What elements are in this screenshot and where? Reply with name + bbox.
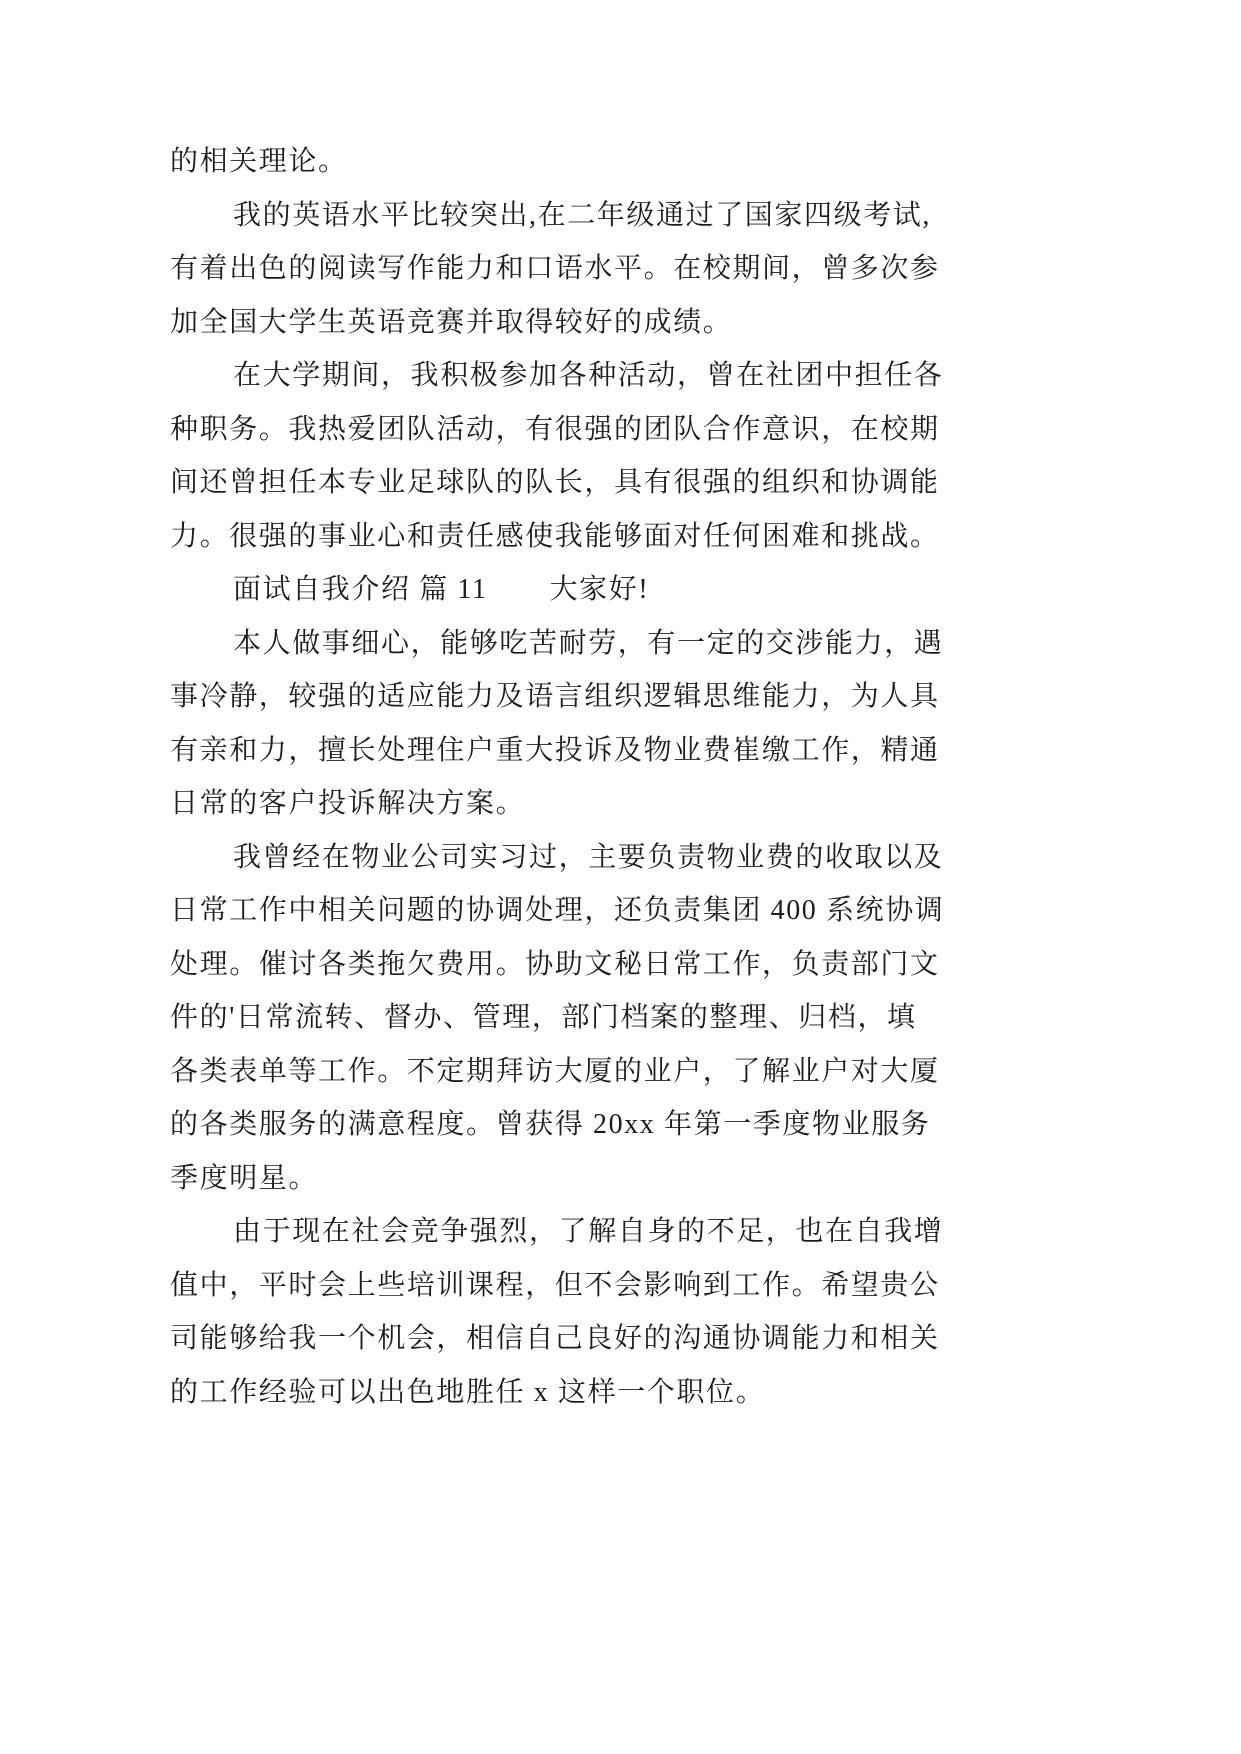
text-line: 种职务。我热爱团队活动，有很强的团队合作意识，在校期: [170, 413, 940, 445]
text-line: 日常的客户投诉解决方案。: [170, 788, 526, 819]
text-line: 值中，平时会上些培训课程，但不会影响到工作。希望贵公: [170, 1269, 940, 1301]
text-line: 由于现在社会竞争强烈，了解自身的不足，也在自我增: [233, 1216, 944, 1247]
text-line: 的相关理论。: [170, 146, 348, 177]
text-line: 事冷静，较强的适应能力及语言组织逻辑思维能力，为人具: [170, 681, 940, 712]
text-line: 我曾经在物业公司实习过，主要负责物业费的收取以及: [233, 841, 944, 873]
text-line: 各类表单等工作。不定期拜访大厦的业户，了解业户对大厦: [170, 1055, 940, 1087]
text-line: 处理。催讨各类拖欠费用。协助文秘日常工作，负责部门文: [170, 948, 940, 980]
text-line: 有亲和力，擅长处理住户重大投诉及物业费崔缴工作，精通: [170, 734, 940, 766]
paragraph: [170, 189, 1030, 350]
text-line: 季度明星。: [170, 1162, 319, 1194]
text-line: 有着出色的阅读写作能力和口语水平。在校期间，曾多次参: [170, 253, 940, 284]
paragraph: [170, 135, 1030, 189]
text-line: 间还曾担任本专业足球队的队长，具有很强的组织和协调能: [170, 467, 940, 498]
section-heading-line: [170, 563, 1030, 617]
greeting: 大家好!: [549, 574, 650, 605]
text-line: 日常工作中相关问题的协调处理，还负责集团 400 系统协调: [170, 895, 945, 926]
text-line: 本人做事细心，能够吃苦耐劳，有一定的交涉能力，遇: [233, 627, 944, 659]
text-line: 在大学期间，我积极参加各种活动，曾在社团中担任各: [233, 360, 944, 391]
text-line: 司能够给我一个机会，相信自己良好的沟通协调能力和相关: [170, 1323, 940, 1354]
paragraph: [170, 349, 1030, 563]
text-line: 件的'日常流转、督办、管理，部门档案的整理、归档，填: [170, 1002, 917, 1033]
text-line: 力。很强的事业心和责任感使我能够面对任何困难和挑战。: [170, 520, 940, 552]
paragraph: [170, 617, 1030, 831]
paragraph: [170, 1205, 1030, 1419]
paragraph: [170, 831, 1030, 1206]
text-line: 的各类服务的满意程度。曾获得 20xx 年第一季度物业服务: [170, 1109, 931, 1140]
document-body: [170, 135, 1030, 1419]
text-line: 加全国大学生英语竞赛并取得较好的成绩。: [170, 306, 733, 338]
section-heading: 面试自我介绍 篇 11: [233, 574, 488, 605]
text-line: 的工作经验可以出色地胜任 x 这样一个职位。: [170, 1376, 766, 1408]
text-line: 我的英语水平比较突出,在二年级通过了国家四级考试,: [233, 199, 932, 231]
